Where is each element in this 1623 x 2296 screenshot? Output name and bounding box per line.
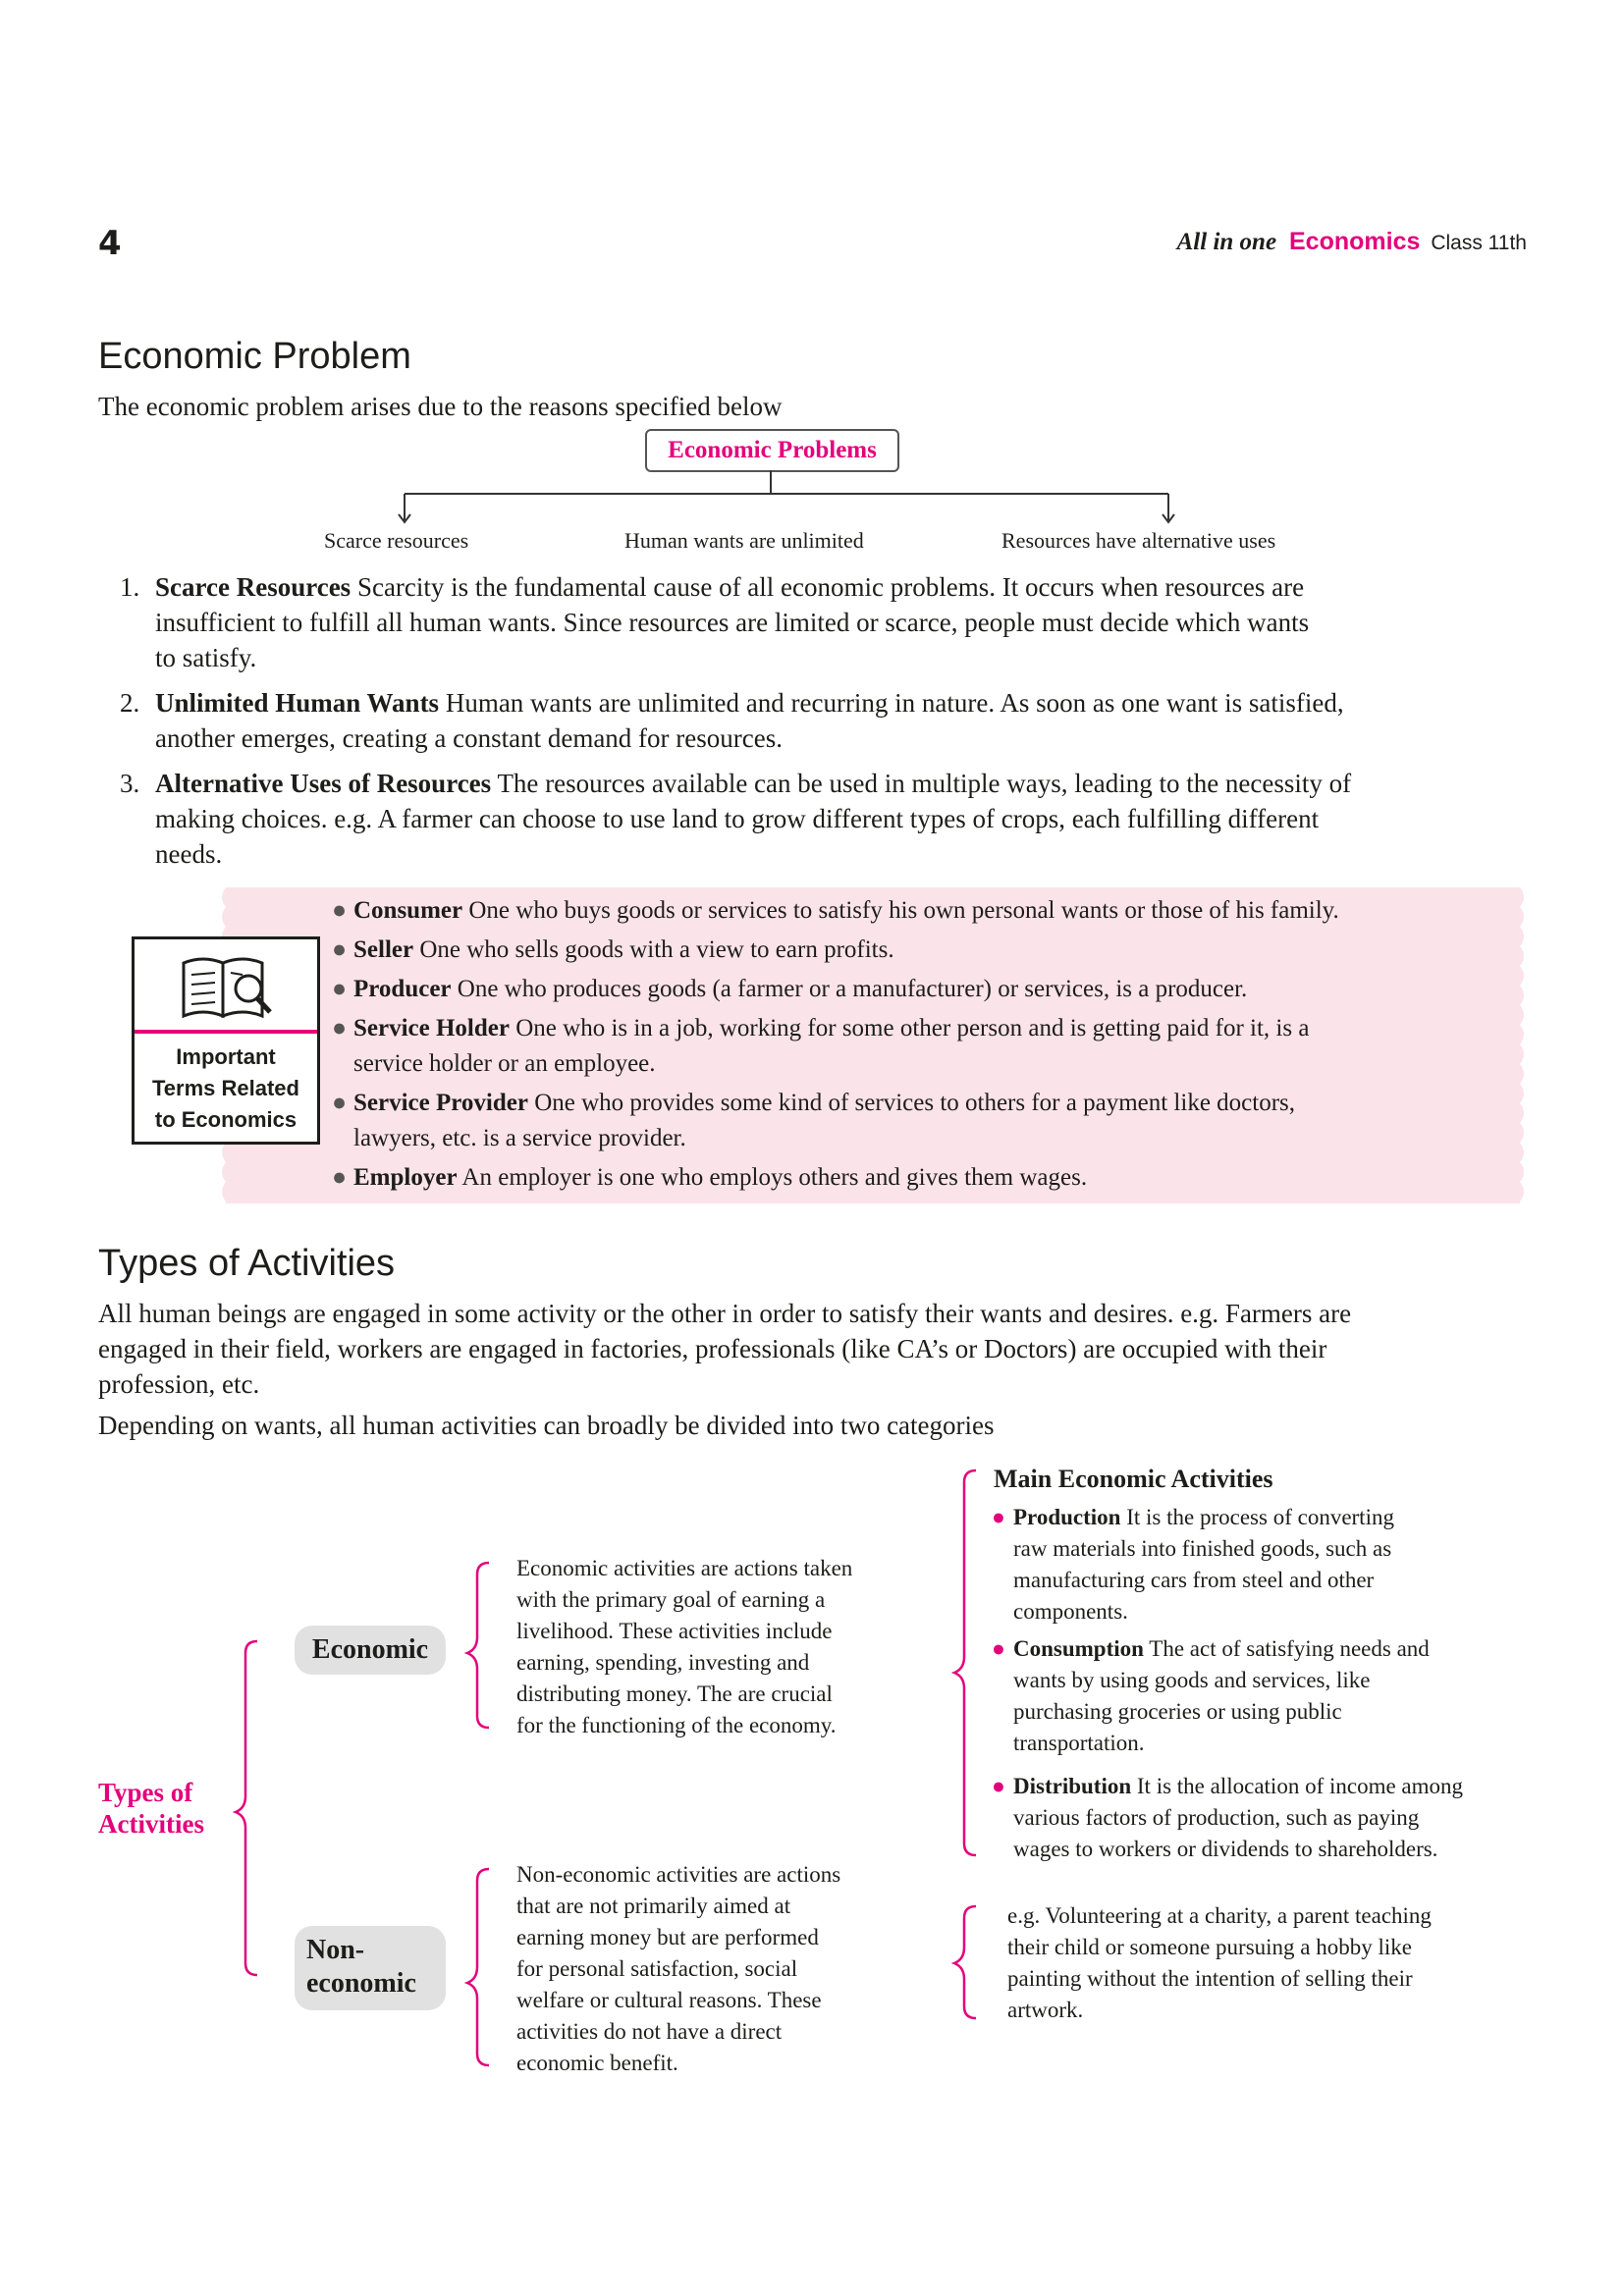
activity-line: raw materials into finished goods, such as	[1013, 1536, 1392, 1561]
description-line: Non-economic activities are actions	[516, 1862, 841, 1887]
main-activity-item: ● Distribution It is the allocation of income among various factors of production, such as paying wages to workers or dividends to shareholders.	[992, 1774, 1464, 1861]
caption-line: Terms Related	[152, 1076, 299, 1100]
description-line: that are not primarily aimed at	[516, 1894, 791, 1918]
term-definition: An employer is one who employs others and gives them wages.	[461, 1164, 1088, 1191]
non-economic-description	[516, 1859, 929, 2079]
example-line: their child or someone pursuing a hobby like	[1007, 1935, 1413, 1959]
term-item: ● Service Holder One who is in a job, working for some other person and is getting paid for it, is a service holder or an employee.	[332, 1015, 1310, 1077]
activity-line: manufacturing cars from steel and other	[1013, 1568, 1375, 1592]
activity-line: wants by using goods and services, like	[1013, 1668, 1371, 1692]
economic-label: Economic	[295, 1626, 446, 1675]
list-number: 3.	[120, 769, 140, 798]
page-number: 4	[98, 224, 122, 263]
list-number: 2.	[120, 688, 140, 718]
economic-description	[516, 1553, 929, 1741]
example-line: artwork.	[1007, 1998, 1084, 2022]
economic-problem-intro: The economic problem arises due to the reasons specified below	[98, 392, 783, 421]
term-definition: One who produces goods (a farmer or a manufacturer) or services, is a producer.	[457, 976, 1248, 1002]
list-term: Alternative Uses of Resources	[155, 769, 492, 798]
list-term: Scarce Resources	[155, 572, 352, 602]
brand-logo: All in one	[1176, 229, 1277, 255]
term-definition: One who buys goods or services to satisfy his own personal wants or those of his family.	[468, 897, 1339, 924]
example-line: e.g. Volunteering at a charity, a parent teaching	[1007, 1903, 1432, 1928]
list-text-line: needs.	[155, 839, 223, 869]
term-item: ● Employer An employer is one who employs others and gives them wages.	[332, 1164, 1088, 1191]
activities-root-label	[98, 1777, 204, 1840]
activity-line: wages to workers or dividends to shareholders.	[1013, 1837, 1438, 1861]
activity-line: The act of satisfying needs and	[1149, 1636, 1430, 1661]
description-line: earning money but are performed	[516, 1925, 819, 1949]
tree-root-box: Economic Problems	[645, 429, 899, 472]
list-text-line: The resources available can be used in multiple ways, leading to the necessity of	[497, 769, 1352, 798]
description-line: welfare or cultural reasons. These	[516, 1988, 822, 2012]
term-item: ● Consumer One who buys goods or services to satisfy his own personal wants or those of his family.	[332, 897, 1339, 924]
list-text-line: another emerges, creating a constant demand for resources.	[155, 723, 783, 753]
activity-line: It is the allocation of income among	[1136, 1774, 1464, 1798]
description-line: economic benefit.	[516, 2051, 678, 2075]
activity-term: Distribution	[1013, 1774, 1132, 1798]
description-line: earning, spending, investing and	[516, 1650, 810, 1675]
term-item: ● Seller One who sells goods with a view to earn profits.	[332, 936, 894, 963]
term-item: ● Service Provider One who provides some kind of services to others for a payment like doctors, lawyers, etc. is a service provider.	[332, 1090, 1296, 1151]
description-line: livelihood. These activities include	[516, 1619, 833, 1643]
description-line: distributing money. The are crucial	[516, 1682, 833, 1706]
term-name: Consumer	[353, 897, 463, 924]
section-heading-economic-problem: Economic Problem	[98, 336, 411, 377]
term-definition: One who provides some kind of services to others for a payment like doctors,	[534, 1090, 1296, 1116]
list-number: 1.	[120, 572, 140, 602]
term-definition: One who sells goods with a view to earn profits.	[419, 936, 894, 963]
root-label-line: Activities	[98, 1809, 204, 1839]
tree-child-scarce: Scarce resources	[324, 528, 469, 553]
non-economic-example	[1007, 1900, 1538, 2026]
term-name: Service Provider	[353, 1090, 528, 1116]
tree-child-alternative: Resources have alternative uses	[1001, 528, 1276, 553]
activity-line: components.	[1013, 1599, 1128, 1624]
main-activity-item: ● Production It is the process of converting raw materials into finished goods, such as manufacturing cars from steel and other components.	[992, 1505, 1394, 1624]
activity-line: transportation.	[1013, 1731, 1145, 1755]
description-line: for the functioning of the economy.	[516, 1713, 837, 1737]
activities-paragraph-2: Depending on wants, all human activities can broadly be divided into two categories	[98, 1411, 995, 1440]
activity-term: Production	[1013, 1505, 1121, 1529]
label-line: economic	[306, 1968, 416, 1999]
paragraph-line: engaged in their field, workers are engaged in factories, professionals (like CA’s or Doctors) are occupied with their	[98, 1334, 1327, 1363]
description-line: activities do not have a direct	[516, 2019, 783, 2044]
description-line: Economic activities are actions taken	[516, 1556, 853, 1580]
activity-line: various factors of production, such as paying	[1013, 1805, 1420, 1830]
caption-line: Important	[176, 1044, 276, 1069]
term-definition: lawyers, etc. is a service provider.	[353, 1125, 686, 1151]
section-heading-types-of-activities: Types of Activities	[98, 1243, 396, 1284]
description-line: with the primary goal of earning a	[516, 1587, 826, 1612]
list-text-line: insufficient to fulfill all human wants. Since resources are limited or scarce, people must decide which wants	[155, 608, 1310, 637]
description-line: for personal satisfaction, social	[516, 1956, 798, 1981]
paragraph-line: profession, etc.	[98, 1369, 260, 1399]
non-economic-label	[295, 1926, 446, 2010]
activity-term: Consumption	[1013, 1636, 1144, 1661]
paragraph-line: All human beings are engaged in some activity or the other in order to satisfy their wants and desires. e.g. Farmers are	[98, 1299, 1352, 1328]
brand-subject: Economics	[1289, 228, 1421, 255]
main-activity-item: ● Consumption The act of satisfying needs and wants by using goods and services, like purchasing groceries or using public transportation.	[992, 1636, 1430, 1755]
list-term: Unlimited Human Wants	[155, 688, 440, 718]
caption-line: to Economics	[154, 1107, 298, 1132]
activity-line: It is the process of converting	[1126, 1505, 1394, 1529]
label-line: Non-	[306, 1935, 365, 1965]
brand-class: Class 11th	[1431, 232, 1527, 254]
list-text-line: to satisfy.	[155, 643, 257, 672]
main-economic-activities-heading: Main Economic Activities	[994, 1465, 1273, 1493]
tree-child-wants: Human wants are unlimited	[624, 528, 864, 553]
root-label-line: Types of	[98, 1778, 193, 1807]
term-name: Employer	[353, 1164, 458, 1191]
term-definition: One who is in a job, working for some other person and is getting paid for it, is a	[515, 1015, 1310, 1041]
term-name: Service Holder	[353, 1015, 510, 1041]
list-text-line: making choices. e.g. A farmer can choose to use land to grow different types of crops, each fulfilling different	[155, 804, 1320, 833]
term-item: ● Producer One who produces goods (a farmer or a manufacturer) or services, is a producer.	[332, 976, 1248, 1002]
term-definition: service holder or an employee.	[353, 1050, 656, 1077]
list-text-line: Human wants are unlimited and recurring in nature. As soon as one want is satisfied,	[445, 688, 1344, 718]
term-name: Seller	[353, 936, 414, 963]
term-name: Producer	[353, 976, 452, 1002]
example-line: painting without the intention of selling their	[1007, 1966, 1413, 1991]
list-text-line: Scarcity is the fundamental cause of all economic problems. It occurs when resources are	[356, 572, 1305, 602]
activity-line: purchasing groceries or using public	[1013, 1699, 1342, 1724]
